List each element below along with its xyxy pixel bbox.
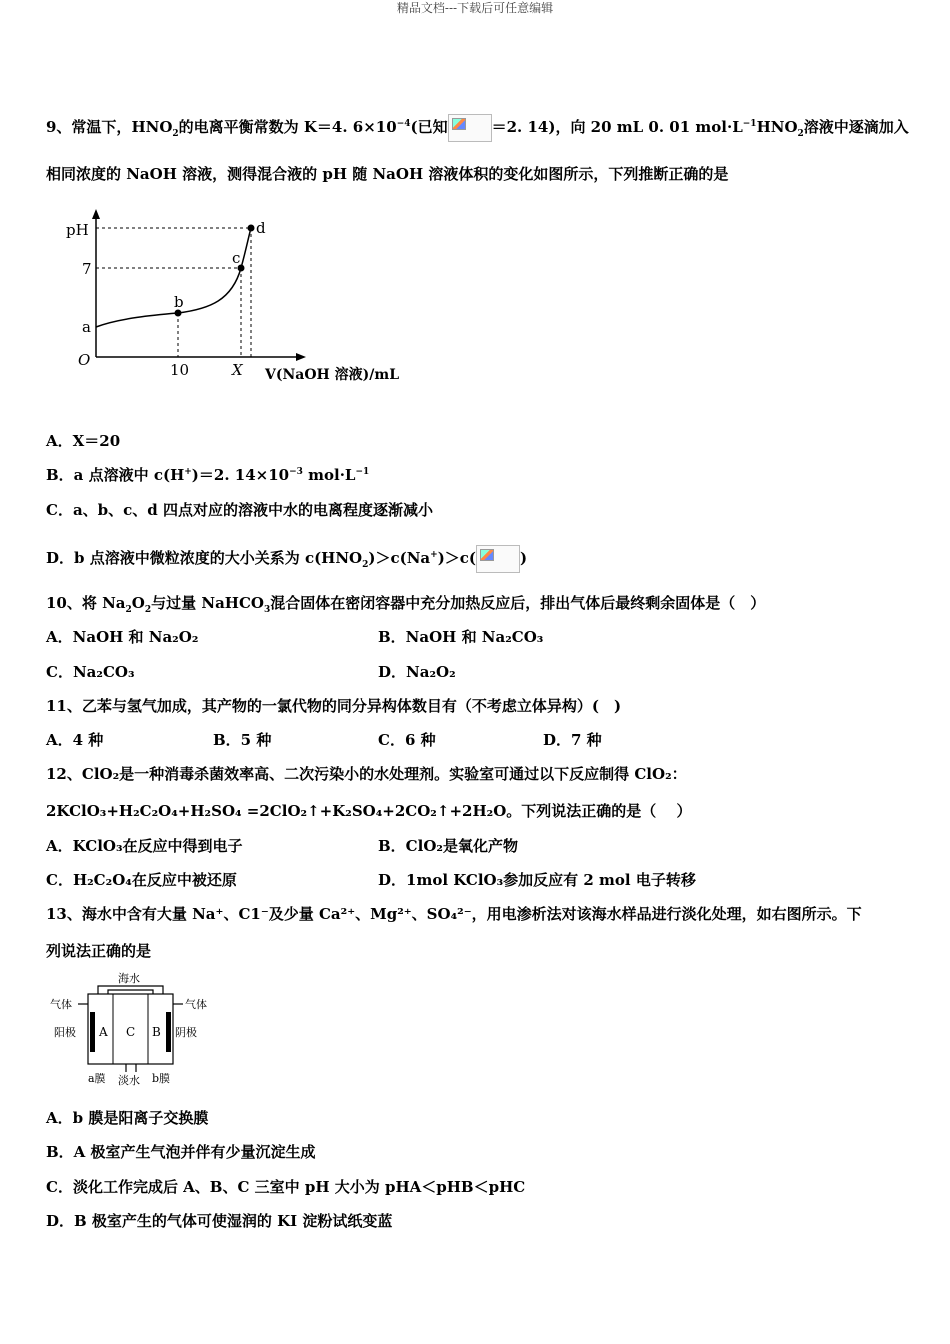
x-axis-arrow [296, 353, 306, 361]
label-anode: 阳极 [54, 1026, 76, 1039]
q10-option-d: D．Na₂O₂ [378, 663, 456, 681]
q9-option-a: A．X＝20 [46, 432, 121, 450]
q13-option-d: D．B 极室产生的气体可使湿润的 KI 淀粉试纸变蓝 [46, 1212, 393, 1230]
tick-X: X [232, 361, 243, 379]
ph-titration-chart [60, 205, 420, 390]
q10-option-a: A．NaOH 和 Na₂O₂ [46, 628, 199, 646]
image-placeholder-icon [476, 545, 520, 573]
q10-stem: 10、将 $Na_2O_2$与过量 NaHCO$_3$混合固体在密闭容器中充分加热反应后，排出气体后最终剩余固体是（ ） [46, 594, 766, 615]
label-membrane-b: b膜 [152, 1072, 171, 1085]
q13-stem-2: 列说法正确的是 [46, 942, 152, 960]
label-cathode: 阴极 [175, 1026, 197, 1039]
q9-option-d: D．b 点溶液中微粒浓度的大小关系为 $c(HNO_2)>c(Na^+)>c$( ) [46, 545, 527, 573]
cathode-plate [166, 1012, 171, 1052]
point-d [248, 225, 255, 232]
label-b: b [174, 293, 184, 311]
anode-plate [90, 1012, 95, 1052]
label-c: c [232, 249, 241, 267]
q13-option-c: C．淡化工作完成后 A、B、C 三室中 pH 大小为 pHA＜pHB＜pHC [46, 1178, 526, 1196]
q12-stem-2: 2KClO₃+H₂C₂O₄+H₂SO₄ =2ClO₂↑+K₂SO₄+2CO₂↑+2H₂O。下列说法正确的是（ ） [46, 802, 692, 820]
q10-option-b: B．NaOH 和 Na₂CO₃ [378, 628, 544, 646]
q11-option-a: A．4 种 [46, 731, 104, 749]
label-seawater: 海水 [118, 972, 140, 985]
electrodialysis-diagram [48, 970, 218, 1088]
x-axis-label: V(NaOH 溶液)/mL [265, 367, 400, 383]
q12-stem-1: 12、ClO₂是一种消毒杀菌效率高、二次污染小的水处理剂。实验室可通过以下反应制得 ClO₂： [46, 765, 687, 783]
label-gas-right: 气体 [185, 998, 207, 1011]
q11-option-d: D．7 种 [543, 731, 602, 749]
label-chamber-b: B [152, 1025, 161, 1039]
q9-line1: 9、常温下，$HNO_2$的电离平衡常数为 K＝4. $6\times 10^{-4}$(已知 ＝2. 14)，向 20 mL 0. 01 $mol\cdot L^{-1}HNO_2$溶液中逐滴加入 [46, 114, 909, 142]
q12-option-d: D．1mol KClO₃参加反应有 2 mol 电子转移 [378, 871, 696, 889]
page-header: 精品文档---下载后可任意编辑 [396, 1, 554, 15]
label-gas-left: 气体 [50, 998, 72, 1011]
freshwater-pipe [126, 1064, 136, 1072]
q12-option-a: A．KClO₃在反应中得到电子 [46, 837, 243, 855]
image-placeholder-icon [448, 114, 492, 142]
q9-option-b: B．a 点溶液中 c(H+)＝2. $14\times 10^{-3}$ $mol\cdot L^{-1}$ [46, 466, 370, 484]
tick-7: 7 [82, 260, 92, 278]
origin-label: O [78, 351, 91, 369]
titration-curve [96, 228, 251, 327]
tick-10: 10 [170, 361, 190, 379]
y-axis-label: pH [66, 221, 89, 239]
label-d: d [256, 219, 266, 237]
q9-line2: 相同浓度的 NaOH 溶液，测得混合液的 pH 随 NaOH 溶液体积的变化如图所示，下列推断正确的是 [46, 165, 729, 183]
q13-option-b: B．A 极室产生气泡并伴有少量沉淀生成 [46, 1143, 316, 1161]
q12-option-b: B．ClO₂是氧化产物 [378, 837, 518, 855]
q10-option-c: C．Na₂CO₃ [46, 663, 135, 681]
label-membrane-a: a膜 [88, 1072, 106, 1085]
q12-option-c: C．H₂C₂O₄在反应中被还原 [46, 871, 237, 889]
label-chamber-a: A [99, 1025, 108, 1039]
q11-option-b: B．5 种 [213, 731, 272, 749]
q13-option-a: A．b 膜是阳离子交换膜 [46, 1109, 209, 1127]
q11-option-c: C．6 种 [378, 731, 436, 749]
q9-option-c: C．a、b、c、d 四点对应的溶液中水的电离程度逐渐减小 [46, 501, 433, 519]
label-a: a [82, 318, 91, 336]
y-axis-arrow [92, 209, 100, 219]
q13-stem-1: 13、海水中含有大量 Na⁺、C1⁻及少量 Ca²⁺、Mg²⁺、SO₄²⁻，用电渗析法对该海水样品进行淡化处理，如右图所示。下 [46, 905, 862, 923]
label-freshwater: 淡水 [118, 1074, 140, 1087]
seawater-pipe [98, 986, 163, 994]
q11-stem: 11、乙苯与氢气加成，其产物的一氯代物的同分异构体数目有（不考虑立体异构）( ) [46, 697, 622, 715]
label-chamber-c: C [126, 1025, 136, 1039]
